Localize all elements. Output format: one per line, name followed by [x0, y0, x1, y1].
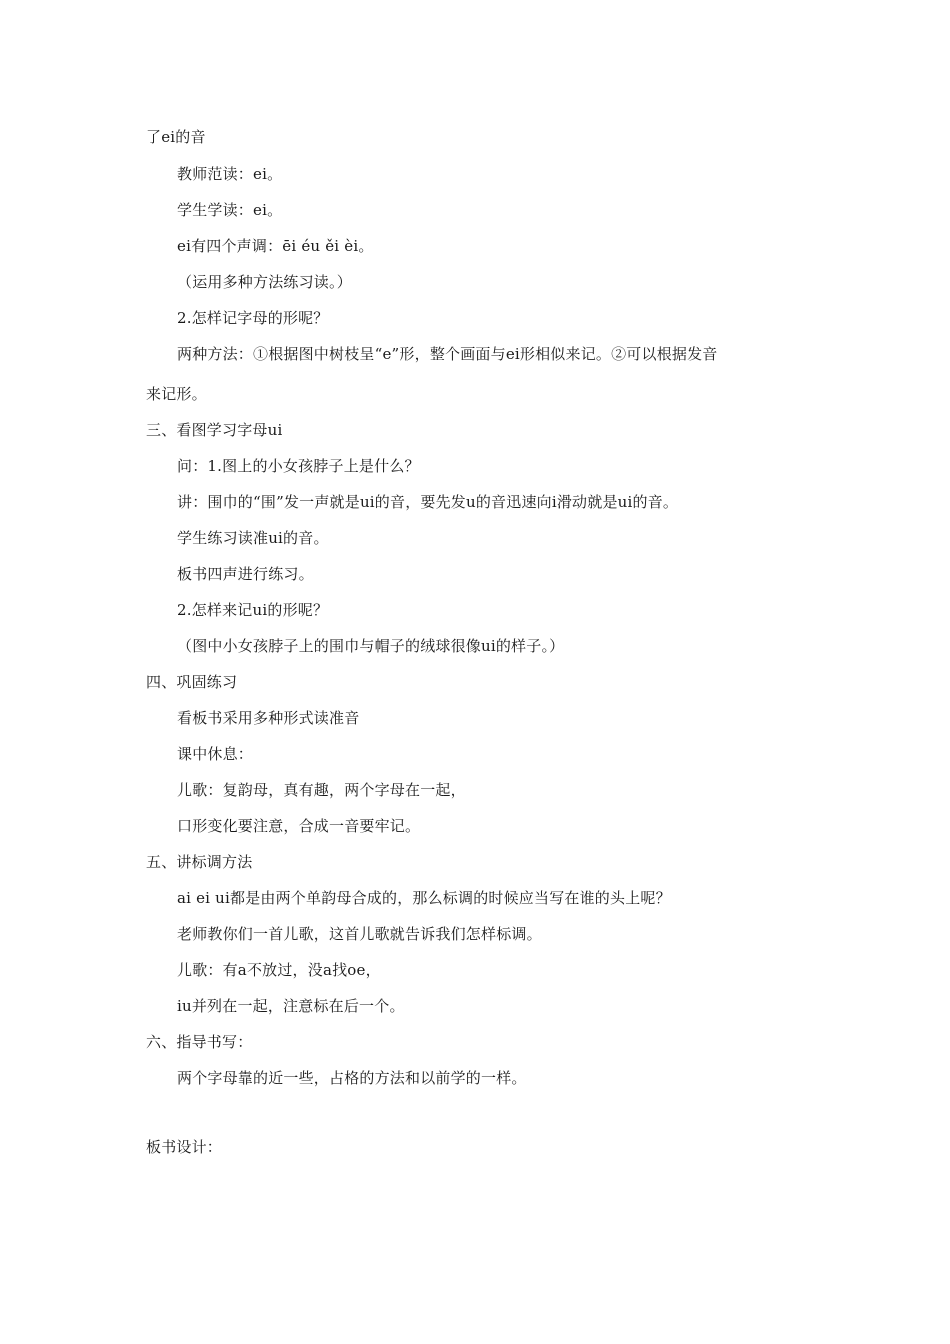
text-line: 学生学读：ei。 [177, 201, 283, 219]
text-line: 来记形。 [146, 385, 207, 403]
text-line: 儿歌：复韵母，真有趣，两个字母在一起， [177, 781, 466, 799]
text-line: 学生练习读准ui的音。 [177, 529, 329, 547]
section-heading: 板书设计： [146, 1138, 223, 1156]
text-line: iu并列在一起，注意标在后一个。 [177, 997, 405, 1015]
text-line: 两种方法：①根据图中树枝呈“e”形，整个画面与ei形相似来记。②可以根据发音 [177, 345, 718, 363]
text-line: 2.怎样来记ui的形呢？ [177, 601, 329, 619]
text-line: 教师范读：ei。 [177, 165, 283, 183]
text-line: 老师教你们一首儿歌，这首儿歌就告诉我们怎样标调。 [177, 925, 542, 943]
text-line: （图中小女孩脖子上的围巾与帽子的绒球很像ui的样子。） [177, 637, 565, 655]
text-line: （运用多种方法练习读。） [177, 273, 352, 291]
text-line: 口形变化要注意，合成一音要牢记。 [177, 817, 421, 835]
text-line: 看板书采用多种形式读准音 [177, 709, 360, 727]
text-line: 讲：围巾的“围”发一声就是ui的音，要先发u的音迅速向i滑动就是ui的音。 [177, 493, 679, 511]
text-line: 板书四声进行练习。 [177, 565, 314, 583]
text-line: 课中休息： [177, 745, 254, 763]
section-heading: 五、讲标调方法 [146, 853, 253, 871]
text-line: 儿歌：有a不放过，没a找oe， [177, 961, 381, 979]
text-line: 两个字母靠的近一些，占格的方法和以前学的一样。 [177, 1069, 527, 1087]
text-line: 2.怎样记字母的形呢？ [177, 309, 329, 327]
text-line: 了ei的音 [146, 128, 206, 146]
section-heading: 四、巩固练习 [146, 673, 238, 691]
text-line: ai ei ui都是由两个单韵母合成的，那么标调的时候应当写在谁的头上呢？ [177, 889, 671, 907]
text-line: ei有四个声调：ēi éu ěi èi。 [177, 237, 374, 255]
section-heading: 三、看图学习字母ui [146, 421, 283, 439]
text-line: 问：1.图上的小女孩脖子上是什么？ [177, 457, 420, 475]
section-heading: 六、指导书写： [146, 1033, 253, 1051]
